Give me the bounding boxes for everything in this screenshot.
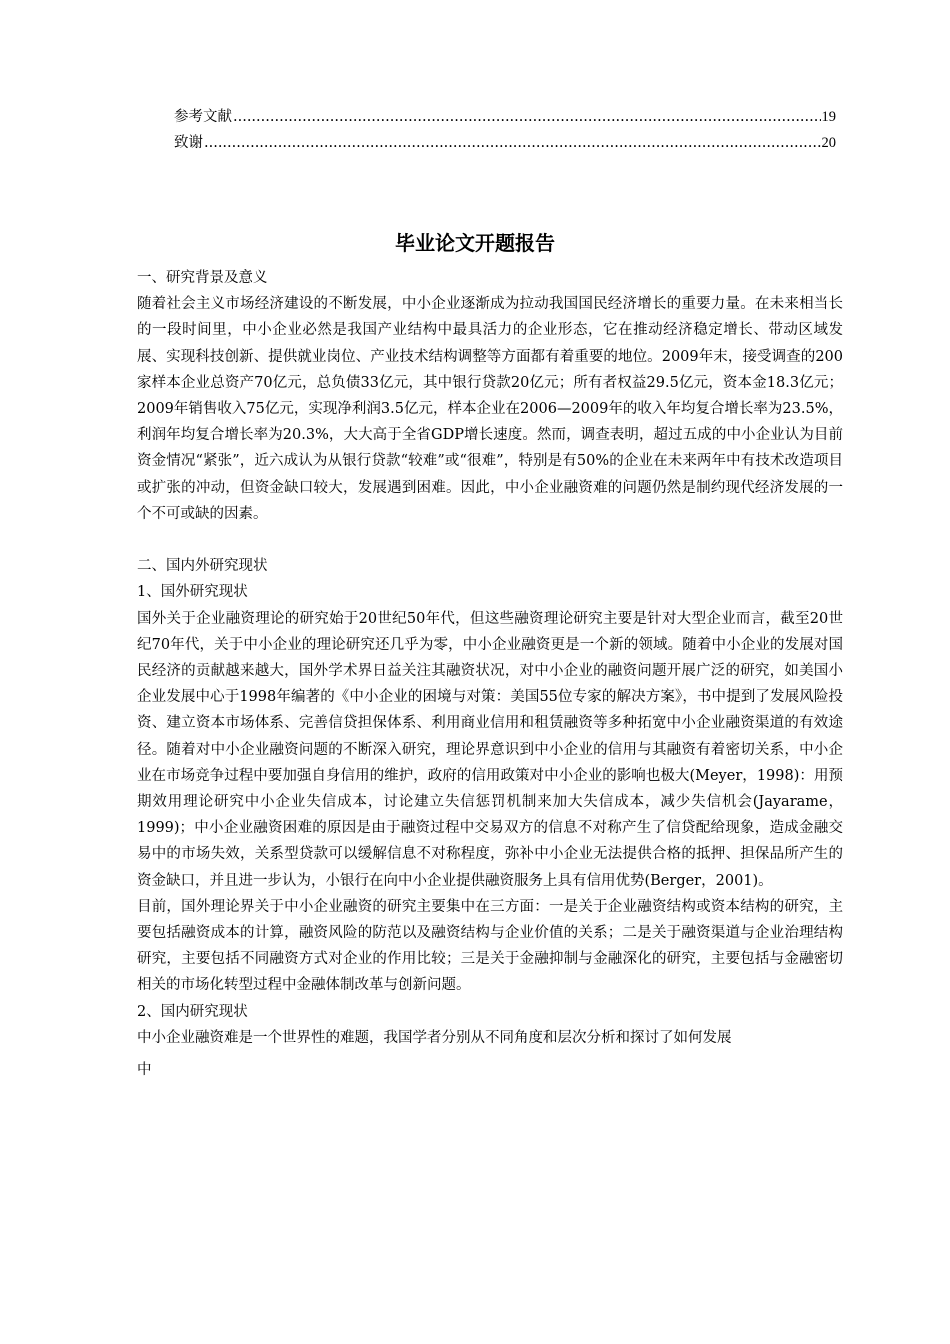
toc-entry-page-number: 19 (821, 109, 836, 125)
toc-dot-leader (233, 104, 821, 130)
toc-entry-label: 参考文献 (174, 109, 232, 125)
toc-entry-acknowledgements[interactable] (174, 130, 836, 156)
table-of-contents (174, 104, 836, 156)
toc-entry-page-number: 20 (821, 135, 836, 151)
toc-entry-references[interactable] (174, 104, 836, 130)
report-title: 毕业论文开题报告 (395, 231, 555, 255)
subsection-heading-domestic-research: 2、国内研究现状 (137, 1003, 248, 1020)
toc-entry-label: 致谢 (174, 135, 203, 151)
paragraph-foreign-research-2: 目前，国外理论界关于中小企业融资的研究主要集中在三方面：一是关于企业融资结构或资本结构的研究，主要包括融资成本的计算，融资风险的防范以及融资结构与企业价值的关系；二是关于融资渠道与企业治理结构研究，主要包括不同融资方式对企业的作用比较；三是关于金融抑制与金融深化的研究，主要包括与金融密切相关的市场化转型过程中金融体制改革与创新问题。 (137, 898, 843, 994)
subsection-heading-foreign-research: 1、国外研究现状 (137, 584, 248, 601)
paragraph-domestic-research: 中小企业融资难是一个世界性的难题，我国学者分别从不同角度和层次分析和探讨了如何发展 (137, 1029, 732, 1046)
paragraph-background: 随着社会主义市场经济建设的不断发展，中小企业逐渐成为拉动我国国民经济增长的重要力量。在未来相当长的一段时间里，中小企业必然是我国产业结构中最具活力的企业形态，它在推动经济稳定增长、带动区域发展、实现科技创新、提供就业岗位、产业技术结构调整等方面都有着重要的地位。2009年末，接受调查的200家样本企业总资产70亿元，总负债33亿元，其中银行贷款20亿元；所有者权益29.5亿元，资本金18.3亿元；2009年销售收入75亿元，实现净利润3.5亿元，样本企业在2006—2009年的收入年均复合增长率为23.5%，利润年均复合增长率为20.3%，大大高于全省GDP增长速度。然而，调查表明，超过五成的中小企业认为目前资金情况“紧张”，近六成认为从银行贷款“较难”或“很难”，特别是有50%的企业在未来两年中有技术改造项目或扩张的冲动，但资金缺口较大，发展遇到困难。因此，中小企业融资难的问题仍然是制约现代经济发展的一个不可或缺的因素。 (137, 296, 843, 522)
paragraph-continuation: 中 (137, 1062, 152, 1079)
paragraph-foreign-research-1: 国外关于企业融资理论的研究始于20世纪50年代，但这些融资理论研究主要是针对大型企业而言，截至20世纪70年代，关于中小企业的理论研究还几乎为零，中小企业融资更是一个新的领域。随着中小企业的发展对国民经济的贡献越来越大，国外学术界日益关注其融资状况，对中小企业的融资问题开展广泛的研究，如美国小企业发展中心于1998年编著的《中小企业的困境与对策：美国55位专家的解决方案》，书中提到了发展风险投资、建立资本市场体系、完善信贷担保体系、利用商业信用和租赁融资等多种拓宽中小企业融资渠道的有效途径。随着对中小企业融资问题的不断深入研究，理论界意识到中小企业的信用与其融资有着密切关系，中小企业在市场竞争过程中要加强自身信用的维护，政府的信用政策对中小企业的影响也极大(Meyer，1998)：用预期效用理论研究中小企业失信成本，讨论建立失信惩罚机制来加大失信成本，减少失信机会(Jayarame，1999)；中小企业融资困难的原因是由于融资过程中交易双方的信息不对称产生了信贷配给现象，造成金融交易中的市场失效，关系型贷款可以缓解信息不对称程度，弥补中小企业无法提供合格的抵押、担保品所产生的资金缺口，并且进一步认为，小银行在向中小企业提供融资服务上具有信用优势(Berger，2001)。 (137, 610, 843, 889)
section-heading-background: 一、研究背景及意义 (137, 270, 268, 286)
paragraph-spacer (137, 527, 843, 553)
report-body (137, 265, 843, 1083)
toc-dot-leader (204, 130, 821, 156)
section-heading-research-status: 二、国内外研究现状 (137, 558, 268, 575)
